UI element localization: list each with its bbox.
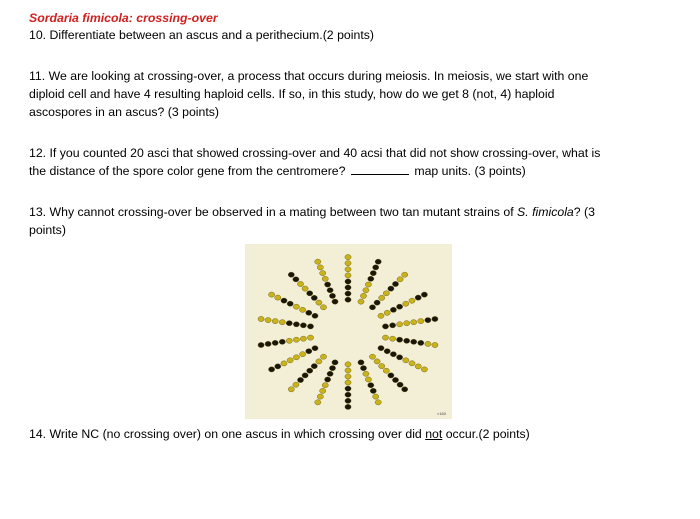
ascospore <box>373 394 379 399</box>
ascospore <box>306 310 312 315</box>
ascospore <box>258 342 264 347</box>
ascospore <box>307 368 313 373</box>
ascospore <box>293 382 299 387</box>
ascus <box>382 335 438 348</box>
ascospore <box>329 293 335 298</box>
ascospore <box>345 255 351 260</box>
ascospore <box>365 282 371 287</box>
ascospore <box>388 373 394 378</box>
ascospore <box>345 291 351 296</box>
question-10: 10. Differentiate between an ascus and a perithecium.(2 points) <box>29 28 374 42</box>
ascospore <box>388 286 394 291</box>
question-11-line-3: ascospores in an ascus? (3 points) <box>29 105 220 119</box>
ascospore <box>402 387 408 392</box>
ascospore <box>307 291 313 296</box>
ascospore <box>302 373 308 378</box>
ascospore <box>345 279 351 284</box>
question-12-line-1: 12. If you counted 20 asci that showed crossing-over and 40 acsi that did not show crossing-over, what is <box>29 146 601 160</box>
ascus <box>258 335 314 348</box>
ascospore <box>329 366 335 371</box>
question-12-text-before-blank: the distance of the spore color gene from the centromere? <box>29 164 346 178</box>
ascospore <box>390 307 396 312</box>
underlined-word: not <box>425 427 443 441</box>
ascospore <box>425 341 431 346</box>
ascospore <box>300 307 306 312</box>
ascospore <box>345 267 351 272</box>
ascospore <box>390 352 396 357</box>
question-13-text-end: ? (3 <box>573 205 595 219</box>
ascospore <box>288 387 294 392</box>
ascospore <box>418 340 424 345</box>
ascospore <box>316 300 322 305</box>
ascospore <box>390 336 396 341</box>
ascospore <box>415 295 421 300</box>
ascospore <box>287 358 293 363</box>
ascospore <box>312 346 318 351</box>
ascospore <box>379 295 385 300</box>
ascospore <box>332 360 338 365</box>
ascospore <box>368 276 374 281</box>
ascospore <box>281 298 287 303</box>
ascospore <box>317 265 323 270</box>
ascospore <box>403 358 409 363</box>
ascospore <box>327 288 333 293</box>
ascus <box>369 354 407 392</box>
ascospore <box>360 366 366 371</box>
ascospore <box>311 295 317 300</box>
ascospore <box>320 354 326 359</box>
ascospore <box>317 394 323 399</box>
ascospore <box>345 297 351 302</box>
ascospore <box>272 319 278 324</box>
ascospore <box>269 292 275 297</box>
ascospore <box>432 342 438 347</box>
ascospore <box>327 371 333 376</box>
ascospore <box>312 313 318 318</box>
ascus <box>358 259 381 304</box>
ascospore <box>307 324 313 329</box>
question-14 <box>29 426 530 443</box>
ascospore <box>345 380 351 385</box>
ascus <box>288 272 326 310</box>
ascospore <box>265 318 271 323</box>
ascus <box>345 255 351 303</box>
ascospore <box>382 324 388 329</box>
ascospore <box>345 261 351 266</box>
ascospore <box>345 362 351 367</box>
answer-blank <box>351 163 409 175</box>
ascospore <box>392 281 398 286</box>
question-12-line-2 <box>29 163 526 180</box>
ascospore <box>322 383 328 388</box>
ascospore <box>409 361 415 366</box>
ascospore <box>370 271 376 276</box>
ascospore <box>316 359 322 364</box>
ascospore <box>320 305 326 310</box>
ascospore <box>403 301 409 306</box>
ascospore <box>300 352 306 357</box>
ascospore <box>421 292 427 297</box>
ascospore <box>302 286 308 291</box>
ascospore <box>411 320 417 325</box>
ascospore <box>368 383 374 388</box>
ascospore <box>432 316 438 321</box>
ascospore <box>363 288 369 293</box>
asci-rosette <box>245 244 452 419</box>
ascospore <box>275 364 281 369</box>
ascus <box>288 354 326 392</box>
ascus <box>369 272 407 310</box>
ascus <box>315 360 338 405</box>
ascospore <box>397 304 403 309</box>
ascospore <box>320 388 326 393</box>
ascospore <box>306 349 312 354</box>
ascospore <box>315 400 321 405</box>
ascospore <box>332 299 338 304</box>
ascospore <box>421 367 427 372</box>
ascus <box>258 316 314 329</box>
ascospore <box>325 282 331 287</box>
ascospore <box>297 377 303 382</box>
ascospore <box>418 319 424 324</box>
asci-micrograph <box>245 244 452 419</box>
magnification-label: ×160 <box>436 411 446 416</box>
question-13-line-2: points) <box>29 223 66 237</box>
ascospore <box>369 354 375 359</box>
ascospore <box>425 318 431 323</box>
ascospore <box>272 340 278 345</box>
ascospore <box>300 336 306 341</box>
ascospore <box>402 272 408 277</box>
ascospore <box>293 322 299 327</box>
ascospore <box>397 355 403 360</box>
ascospore <box>369 305 375 310</box>
ascospore <box>397 277 403 282</box>
ascus <box>345 362 351 410</box>
ascospore <box>373 265 379 270</box>
ascospore <box>345 404 351 409</box>
question-13-line-1 <box>29 204 595 221</box>
ascospore <box>279 320 285 325</box>
ascospore <box>365 377 371 382</box>
ascospore <box>279 339 285 344</box>
ascospore <box>415 364 421 369</box>
ascospore <box>293 355 299 360</box>
ascospore <box>363 371 369 376</box>
ascospore <box>345 374 351 379</box>
ascospore <box>384 349 390 354</box>
ascospore <box>297 281 303 286</box>
ascospore <box>360 293 366 298</box>
ascospore <box>345 368 351 373</box>
species-name: S. fimicola <box>517 205 574 219</box>
ascospore <box>397 337 403 342</box>
ascus <box>358 360 381 405</box>
page-title: Sordaria fimicola: crossing-over <box>29 11 218 25</box>
ascospore <box>345 398 351 403</box>
ascospore <box>345 386 351 391</box>
ascospore <box>293 277 299 282</box>
ascospore <box>397 322 403 327</box>
ascospore <box>392 377 398 382</box>
ascus <box>315 259 338 304</box>
question-14-text: 14. Write NC (no crossing over) on one ascus in which crossing over did <box>29 427 426 441</box>
question-13-text: 13. Why cannot crossing-over be observed in a mating between two tan mutant strains of <box>29 205 518 219</box>
ascospore <box>286 321 292 326</box>
ascospore <box>320 271 326 276</box>
ascospore <box>378 313 384 318</box>
ascospore <box>307 335 313 340</box>
ascospore <box>374 300 380 305</box>
ascospore <box>258 316 264 321</box>
ascospore <box>404 338 410 343</box>
ascospore <box>293 337 299 342</box>
question-11-line-2: diploid cell and have 4 resulting haploid cells. If so, in this study, how do we get 8 (not, 4) haploid <box>29 87 555 101</box>
ascospore <box>325 377 331 382</box>
ascospore <box>375 259 381 264</box>
ascospore <box>358 360 364 365</box>
ascospore <box>322 276 328 281</box>
ascospore <box>311 364 317 369</box>
ascospore <box>390 323 396 328</box>
ascospore <box>378 346 384 351</box>
ascospore <box>286 338 292 343</box>
ascospore <box>358 299 364 304</box>
question-14-text-end: occur.(2 points) <box>442 427 530 441</box>
ascospore <box>383 368 389 373</box>
ascospore <box>384 310 390 315</box>
ascospore <box>288 272 294 277</box>
ascospore <box>375 400 381 405</box>
ascospore <box>293 304 299 309</box>
question-12-text-after-blank: map units. (3 points) <box>414 164 526 178</box>
ascospore <box>383 291 389 296</box>
ascospore <box>345 273 351 278</box>
ascospore <box>300 323 306 328</box>
ascospore <box>409 298 415 303</box>
ascospore <box>370 388 376 393</box>
ascospore <box>287 301 293 306</box>
ascospore <box>345 285 351 290</box>
ascospore <box>281 361 287 366</box>
ascus <box>382 316 438 329</box>
ascospore <box>374 359 380 364</box>
ascospore <box>265 341 271 346</box>
ascospore <box>345 392 351 397</box>
ascospore <box>269 367 275 372</box>
ascospore <box>397 382 403 387</box>
ascospore <box>404 321 410 326</box>
ascospore <box>379 364 385 369</box>
ascospore <box>411 339 417 344</box>
ascospore <box>315 259 321 264</box>
question-11-line-1: 11. We are looking at crossing-over, a process that occurs during meiosis. In meiosis, we start with one <box>29 69 589 83</box>
ascospore <box>382 335 388 340</box>
ascospore <box>275 295 281 300</box>
